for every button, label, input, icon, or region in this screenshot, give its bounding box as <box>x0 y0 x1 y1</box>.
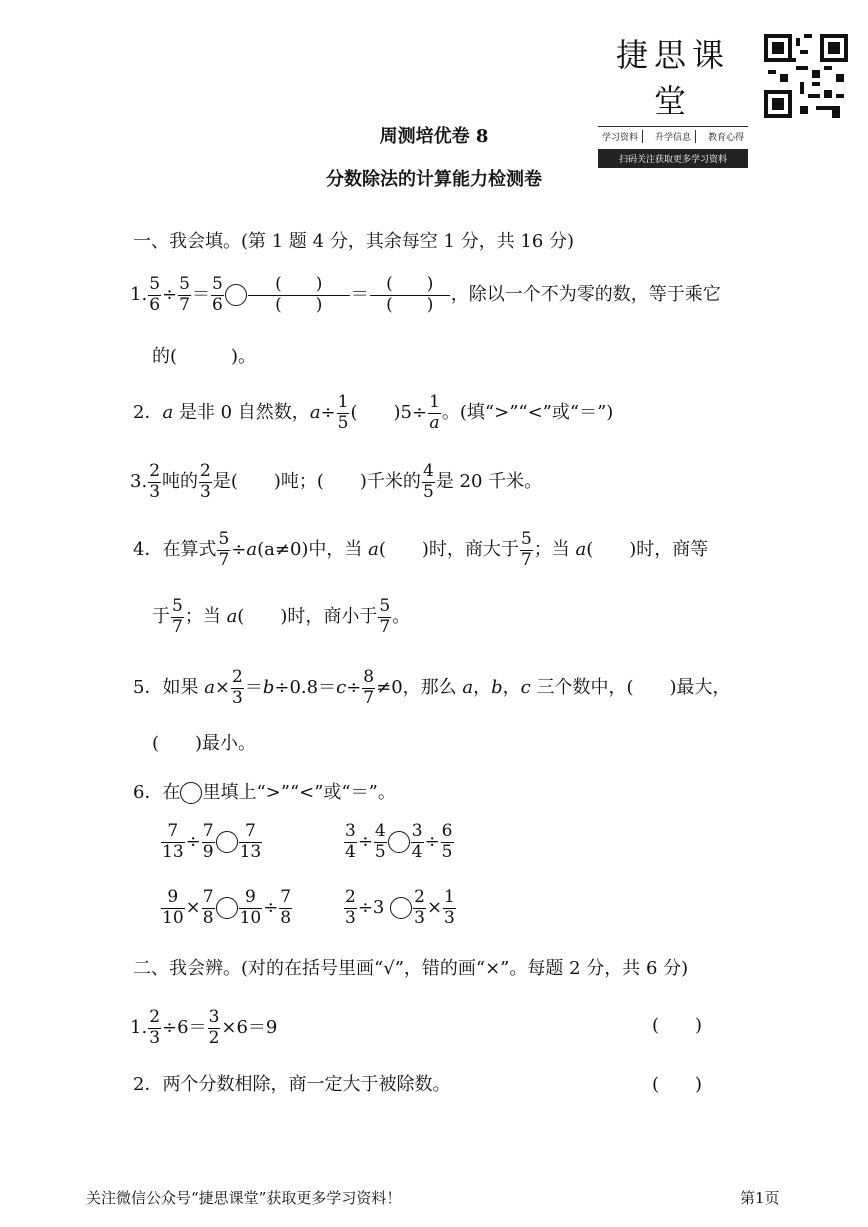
question-1 <box>130 275 721 315</box>
blank-circle[interactable] <box>388 831 410 853</box>
fraction: $\frac{2}{3}$ <box>200 461 211 502</box>
brand-name: 捷思课堂 <box>615 36 730 120</box>
blank-fraction[interactable]: ( ) ( ) <box>370 275 450 315</box>
fraction: $\frac{2}{3}$ <box>232 667 243 708</box>
answer-paren[interactable]: ( ) <box>652 1074 703 1095</box>
fraction: $\frac{1}{5}$ <box>337 392 349 433</box>
qr-code-icon <box>764 34 848 118</box>
question-number: 1. <box>130 284 148 306</box>
blank-circle[interactable] <box>390 897 412 919</box>
brand-bar: 扫码关注获取更多学习资料 <box>598 149 748 168</box>
blank-circle[interactable] <box>225 284 247 306</box>
blank-circle[interactable] <box>216 897 238 919</box>
page-title: 周测培优卷 8 <box>379 126 489 147</box>
question-1-line2: 的( )。 <box>152 346 257 367</box>
answer-paren[interactable]: ( ) <box>652 1015 703 1036</box>
fraction: $\frac{5}{7}$ <box>520 529 532 570</box>
fraction: $\frac{5}{7}$ <box>172 596 183 637</box>
question-6: 6．在 里填上“>”“<”或“＝”。 <box>133 782 396 803</box>
question-text: ，除以一个不为零的数，等于乘它 <box>450 284 721 306</box>
fraction: $\frac{8}{7}$ <box>363 667 375 708</box>
fraction: $\frac{5}{6}$ <box>211 274 223 315</box>
fraction: $\frac{4}{5}$ <box>422 461 434 502</box>
eq-sign: ＝ <box>350 284 369 306</box>
fraction: $\frac{5}{7}$ <box>179 274 190 315</box>
comparison-item: $\frac{3}{4}$ ÷ $\frac{4}{5}$ $\frac{3}{4}$ ÷ $\frac{6}{5}$ <box>345 821 453 862</box>
fraction: $\frac{2}{3}$ <box>149 461 161 502</box>
comparison-item: $\frac{7}{13}$ ÷ $\frac{7}{9}$ $\frac{7}{13}$ <box>162 821 262 862</box>
blank-circle[interactable] <box>216 831 238 853</box>
div-sign: ÷ <box>162 284 178 306</box>
section2-heading: 二、我会辨。(对的在括号里画“√”，错的画“×”。每题 2 分，共 6 分) <box>133 958 689 979</box>
fraction: $\frac{5}{7}$ <box>218 529 230 570</box>
question-5: 5．如果 a× $\frac{2}{3}$ ＝b÷0.8＝c÷ $\frac{8}{7}$ ≠0，那么 a，b，c 三个数中，( )最大， <box>133 667 731 708</box>
fraction: $\frac{5}{6}$ <box>149 274 161 315</box>
judge-question-1: 1. $\frac{2}{3}$ ÷6＝ $\frac{3}{2}$ ×6＝9 <box>130 1007 278 1048</box>
question-2: 2．a 是非 0 自然数，a÷ $\frac{1}{5}$ ( )5÷ $\frac{1}{a}$ 。(填“>”“<”或“＝”) <box>133 392 614 433</box>
question-4: 4．在算式 $\frac{5}{7}$ ÷a(a≠0)中，当 a( )时，商大于 $\frac{5}{7}$ ；当 a( )时，商等 <box>133 529 709 570</box>
question-5-line2: ( )最小。 <box>152 733 257 754</box>
fraction: $\frac{1}{a}$ <box>429 392 440 433</box>
footer-note: 关注微信公众号“捷思课堂”获取更多学习资料！ <box>86 1189 402 1207</box>
brand-tag: 教育心得 <box>707 133 744 143</box>
comparison-item: $\frac{2}{3}$ ÷3 $\frac{2}{3}$ × $\frac{1}{3}$ <box>345 887 455 928</box>
circle-icon <box>180 782 202 804</box>
blank-fraction[interactable]: ( ) ( ) <box>248 275 350 315</box>
page-subtitle: 分数除法的计算能力检测卷 <box>326 169 542 190</box>
fraction: $\frac{5}{7}$ <box>379 596 391 637</box>
question-3: 3. $\frac{2}{3}$ 吨的 $\frac{2}{3}$ 是( )吨；( )千米的 $\frac{4}{5}$ 是 20 千米。 <box>130 461 543 502</box>
page-number: 第1页 <box>740 1189 780 1207</box>
section1-heading: 一、我会填。(第 1 题 4 分，其余每空 1 分，共 16 分) <box>133 231 575 252</box>
judge-question-2: 2．两个分数相除，商一定大于被除数。 <box>133 1074 451 1095</box>
brand-tag: 升学信息 <box>651 130 696 143</box>
eq-sign: ＝ <box>191 284 210 306</box>
comparison-item: $\frac{9}{10}$ × $\frac{7}{8}$ $\frac{9}{10}$ ÷ $\frac{7}{8}$ <box>162 887 292 928</box>
brand-tag: 学习资料 <box>598 130 643 143</box>
question-4-line2: 于 $\frac{5}{7}$ ；当 a( )时，商小于 $\frac{5}{7}$ 。 <box>152 596 411 637</box>
